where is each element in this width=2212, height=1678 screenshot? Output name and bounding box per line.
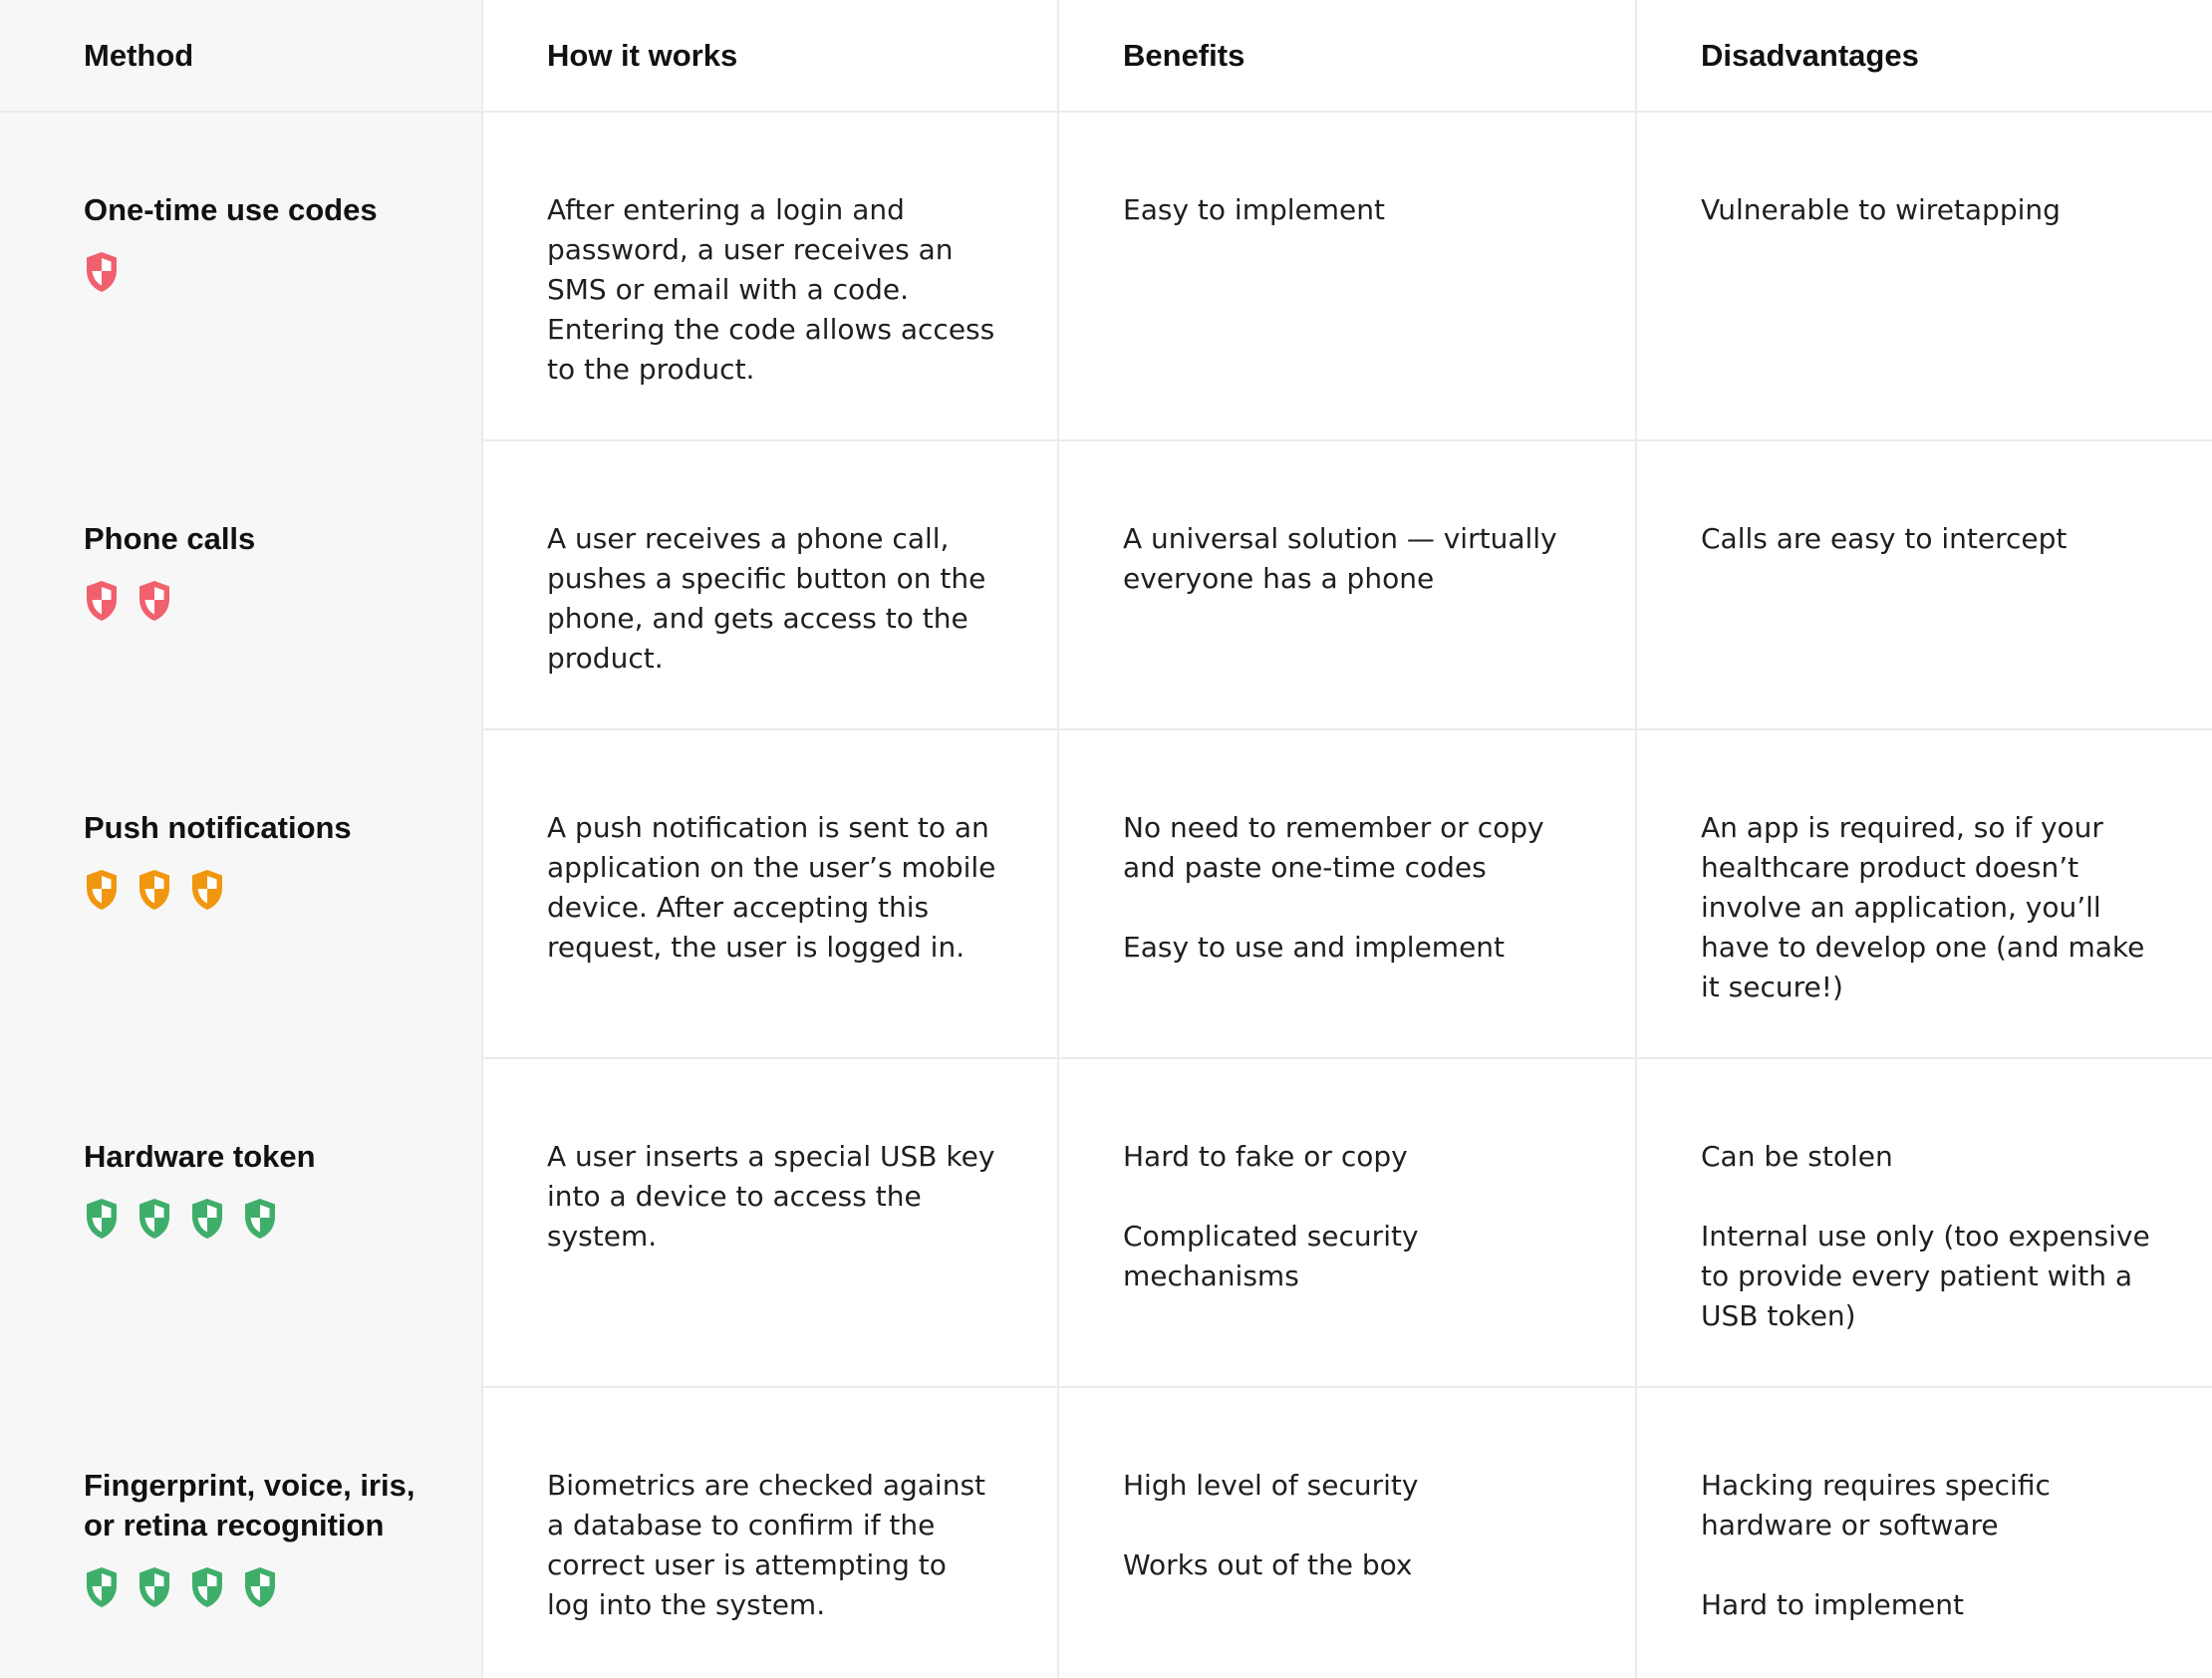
- benefits-cell: [1059, 441, 1637, 730]
- shield-icon: [137, 1197, 172, 1241]
- method-cell: [0, 1388, 483, 1678]
- how-it-works-cell-paragraph: A push notification is sent to an application on the user’s mobile device. After accepting this request, the user is logged in.: [547, 811, 1005, 964]
- disadvantages-cell: [1637, 113, 2212, 441]
- security-rating: [84, 1565, 441, 1609]
- method-cell: [0, 1059, 483, 1388]
- security-rating: [84, 868, 441, 912]
- benefits-cell-paragraph: Easy to implement: [1123, 193, 1385, 226]
- method-cell: [0, 113, 483, 441]
- method-name: Fingerprint, voice, iris, or retina recognition: [84, 1468, 415, 1542]
- disadvantages-cell-paragraph: An app is required, so if your healthcare product doesn’t involve an application, you’ll have to develop one (and make it secure!): [1701, 811, 2154, 1003]
- shield-icon: [189, 1565, 225, 1609]
- how-it-works-cell: [483, 1059, 1059, 1388]
- shield-icon: [137, 868, 172, 912]
- benefits-cell-paragraph: High level of security: [1123, 1469, 1419, 1502]
- shield-icon: [137, 1565, 172, 1609]
- shield-icon: [84, 250, 120, 294]
- disadvantages-cell: [1637, 1388, 2212, 1678]
- disadvantages-cell: [1637, 441, 2212, 730]
- shield-icon: [242, 1565, 278, 1609]
- disadvantages-cell-paragraph: Hard to implement: [1701, 1588, 1964, 1621]
- how-it-works-cell-paragraph: After entering a login and password, a user receives an SMS or email with a code. Entering the code allows access to the product.: [547, 193, 1004, 386]
- disadvantages-cell: [1637, 1059, 2212, 1388]
- benefits-cell-paragraph: Works out of the box: [1123, 1548, 1413, 1581]
- shield-icon: [189, 868, 225, 912]
- shield-icon: [84, 1197, 120, 1241]
- security-rating: [84, 579, 441, 623]
- benefits-cell: [1059, 113, 1637, 441]
- shield-icon: [242, 1197, 278, 1241]
- disadvantages-cell-paragraph: Vulnerable to wiretapping: [1701, 193, 2061, 226]
- header-disadvantages: Disadvantages: [1637, 0, 2212, 113]
- security-rating: [84, 250, 441, 294]
- method-name: Hardware token: [84, 1139, 316, 1174]
- header-benefits: Benefits: [1059, 0, 1637, 113]
- method-cell: [0, 441, 483, 730]
- benefits-cell: [1059, 1388, 1637, 1678]
- benefits-cell-paragraph: A universal solution — virtually everyone has a phone: [1123, 522, 1566, 595]
- disadvantages-cell: [1637, 730, 2212, 1059]
- benefits-cell-paragraph: No need to remember or copy and paste one-time codes: [1123, 811, 1553, 884]
- disadvantages-cell-paragraph: Internal use only (too expensive to provide every patient with a USB token): [1701, 1220, 2159, 1332]
- benefits-cell-paragraph: Easy to use and implement: [1123, 931, 1506, 964]
- method-cell: [0, 730, 483, 1059]
- disadvantages-cell-paragraph: Can be stolen: [1701, 1140, 1893, 1173]
- how-it-works-cell: [483, 113, 1059, 441]
- how-it-works-cell-paragraph: A user inserts a special USB key into a device to access the system.: [547, 1140, 1004, 1253]
- disadvantages-cell-paragraph: Hacking requires specific hardware or software: [1701, 1469, 2060, 1541]
- header-method: Method: [0, 0, 483, 113]
- how-it-works-cell: [483, 730, 1059, 1059]
- shield-icon: [84, 579, 120, 623]
- benefits-cell-paragraph: Complicated security mechanisms: [1123, 1220, 1428, 1292]
- how-it-works-cell-paragraph: A user receives a phone call, pushes a specific button on the phone, and gets access to the product.: [547, 522, 995, 675]
- shield-icon: [189, 1197, 225, 1241]
- method-name: Phone calls: [84, 521, 256, 556]
- how-it-works-cell: [483, 441, 1059, 730]
- security-rating: [84, 1197, 441, 1241]
- shield-icon: [84, 868, 120, 912]
- benefits-cell-paragraph: Hard to fake or copy: [1123, 1140, 1408, 1173]
- shield-icon: [137, 579, 172, 623]
- method-name: One-time use codes: [84, 192, 378, 227]
- header-how-it-works: How it works: [483, 0, 1059, 113]
- disadvantages-cell-paragraph: Calls are easy to intercept: [1701, 522, 2068, 555]
- method-name: Push notifications: [84, 810, 352, 845]
- benefits-cell: [1059, 730, 1637, 1059]
- shield-icon: [84, 1565, 120, 1609]
- how-it-works-cell-paragraph: Biometrics are checked against a database to confirm if the correct user is attempting to log into the system.: [547, 1469, 994, 1621]
- how-it-works-cell: [483, 1388, 1059, 1678]
- benefits-cell: [1059, 1059, 1637, 1388]
